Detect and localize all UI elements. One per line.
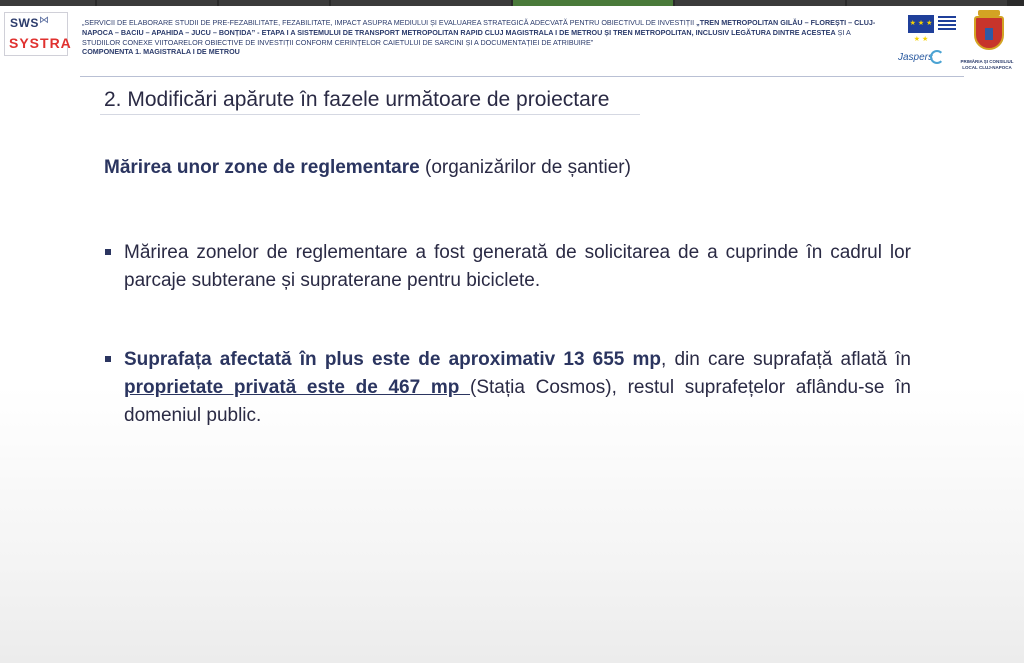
cluj-crest-icon (974, 16, 1004, 50)
header-divider (80, 76, 964, 77)
jaspers-logo: Jaspers (898, 52, 934, 63)
bullet2-bold: Suprafața afectată în plus este de aproximativ 13 655 mp (124, 349, 662, 370)
bullet-square-icon (105, 356, 111, 362)
bullet2-underline: proprietate privată este de 467 mp (124, 377, 471, 398)
bullet2-mid: , din care suprafață aflată în (661, 349, 911, 370)
header-component: COMPONENTA 1. MAGISTRALA I DE METROU (82, 47, 240, 57)
logo-mark-icon: ⋈ (39, 15, 49, 26)
header-text-part1: „SERVICII DE ELABORARE STUDII DE PRE-FEZABILITATE, FEZABILITATE, IMPACT ASUPRA MEDIULUI ȘI EVALUAREA STRATEGICĂ ADECVATĂ PENTRU OBIECTIVUL DE INVESTIȚII (82, 18, 697, 27)
bullet-item (105, 346, 911, 430)
bullet2-end: (Stația Cosmos), restul suprafețelor aflându-se în domeniul public. (124, 377, 911, 426)
crest-caption: PRIMĂRIA ȘI CONSILIUL LOCAL CLUJ-NAPOCA (960, 59, 1014, 70)
header-text-bold: „TREN METROPOLITAN GILĂU – FLOREȘTI – CLUJ-NAPOCA – BACIU – APAHIDA – JUCU – BONȚIDA” - ETAPA I A SISTEMULUI DE TRANSPORT METROPOLITAN RAPID CLUJ MAGISTRALA I DE METROU ȘI TREN METROPOLITAN, INCLUSIV LEGĂTURA DINTRE ACESTEA (82, 18, 876, 37)
subheading-rest: (organizărilor de șantier) (419, 157, 631, 178)
slide-title: 2. Modificări apărute în fazele următoare de proiectare (104, 88, 610, 111)
bullet-text: Mărirea zonelor de reglementare a fost generată de solicitarea de a cuprinde în cadrul lor parcaje subterane și supraterane pentru biciclete. (124, 242, 911, 291)
logo-sws-text: SWS (10, 16, 39, 30)
eu-commission-mark-icon (938, 16, 956, 32)
presentation-slide (0, 6, 1024, 663)
subheading-bold: Mărirea unor zone de reglementare (104, 157, 420, 178)
sws-systra-logo (4, 12, 72, 56)
logo-systra-text: SYSTRA (9, 35, 72, 51)
slide-subheading (104, 157, 631, 179)
project-header-text (82, 18, 882, 57)
bullet-text (124, 346, 911, 430)
jaspers-swirl-icon (930, 50, 944, 64)
bullet-square-icon (105, 249, 111, 255)
header-text-part2: ȘI A STUDIILOR CONEXE VIITOARELOR OBIECTIVE DE INVESTIȚII CONFORM CERINȚELOR CAIETULUI DE SARCINI ȘI A DOCUMENTAȚIEI DE ATRIBUIRE” (82, 27, 851, 47)
bullet-item (105, 239, 911, 295)
eu-flag-icon (908, 15, 934, 43)
title-divider (100, 114, 640, 115)
eu-stars: ★ ★ ★ ★ ★ (909, 20, 933, 43)
